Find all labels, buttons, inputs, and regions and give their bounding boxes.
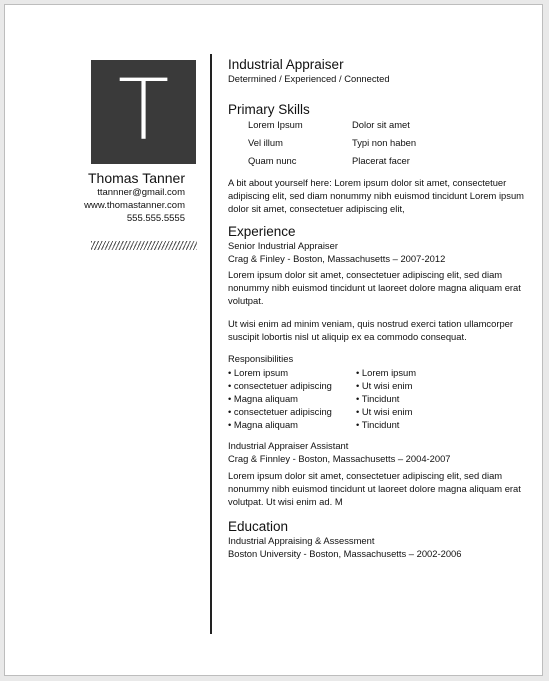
job-title-1: Senior Industrial Appraiser: [228, 239, 338, 251]
resp-column-left: [228, 367, 356, 432]
job-title: Industrial Appraiser: [228, 57, 344, 72]
skill-item: Typi non haben: [352, 136, 417, 148]
skill-item: Placerat facer: [352, 154, 410, 166]
list-item: • Magna aliquam: [228, 393, 356, 406]
responsibilities-label: Responsibilities: [228, 352, 294, 364]
education-school: Boston University - Boston, Massachusetts – 2002-2006: [228, 547, 462, 559]
skills-heading: Primary Skills: [228, 101, 310, 117]
hatched-divider: [91, 241, 197, 250]
experience-heading: Experience: [228, 223, 296, 239]
phone-text: 555.555.5555: [126, 213, 185, 224]
job-desc-1a: Lorem ipsum dolor sit amet, consectetuer adipiscing elit, sed diam nonummy nibh euismod tincidunt ut laoreet dolore magna aliquam erat volutpat.: [228, 269, 521, 307]
responsibilities-list: [228, 367, 528, 432]
monogram-box: [91, 60, 196, 164]
resp-column-right: [356, 367, 476, 432]
skill-item: Dolor sit amet: [352, 118, 410, 130]
job-desc-2: Lorem ipsum dolor sit amet, consectetuer adipiscing elit, sed diam nonummy nibh euismod tincidunt ut laoreet dolore magna aliquam erat volutpat. Ut wisi enim ad. M: [228, 470, 521, 508]
resume-page: [4, 4, 543, 676]
skill-item: Vel illum: [248, 136, 283, 148]
list-item: • consectetuer adipiscing: [228, 406, 356, 419]
email-text: ttannner@gmail.com: [97, 187, 185, 198]
list-item: • Ut wisi enim: [356, 380, 476, 393]
skill-item: Lorem Ipsum: [248, 118, 303, 130]
skills-grid: [248, 118, 528, 167]
education-heading: Education: [228, 518, 289, 534]
job-desc-1b: Ut wisi enim ad minim veniam, quis nostrud exerci tation ullamcorper suscipit lobortis nisl ut aliquip ex ea commodo consequat.: [228, 318, 514, 343]
job-company-2: Crag & Finnley - Boston, Massachusetts – 2004-2007: [228, 453, 451, 465]
job-title-2: Industrial Appraiser Assistant: [228, 440, 349, 452]
website-text: www.thomastanner.com: [84, 200, 185, 211]
tagline: Determined / Experienced / Connected: [228, 73, 390, 84]
list-item: • Lorem ipsum: [356, 367, 476, 380]
candidate-name: Thomas Tanner: [87, 170, 185, 186]
list-item: • Tincidunt: [356, 393, 476, 406]
education-degree: Industrial Appraising & Assessment: [228, 534, 375, 546]
main-column: [228, 57, 528, 561]
job-company-1: Crag & Finley - Boston, Massachusetts – 2007-2012: [228, 252, 446, 264]
skill-item: Quam nunc: [248, 154, 297, 166]
list-item: • Ut wisi enim: [356, 406, 476, 419]
vertical-rule: [210, 54, 212, 634]
list-item: • Lorem ipsum: [228, 367, 356, 380]
list-item: • Magna aliquam: [228, 419, 356, 432]
list-item: • consectetuer adipiscing: [228, 380, 356, 393]
about-paragraph: A bit about yourself here: Lorem ipsum dolor sit amet, consectetuer adipiscing elit, sed diam nonummy nibh euismod tincidunt Lorem ipsum dolor sit amet, consectetuer adipiscing elit,: [228, 176, 524, 214]
list-item: • Tincidunt: [356, 419, 476, 432]
monogram-letter: T: [117, 61, 170, 159]
